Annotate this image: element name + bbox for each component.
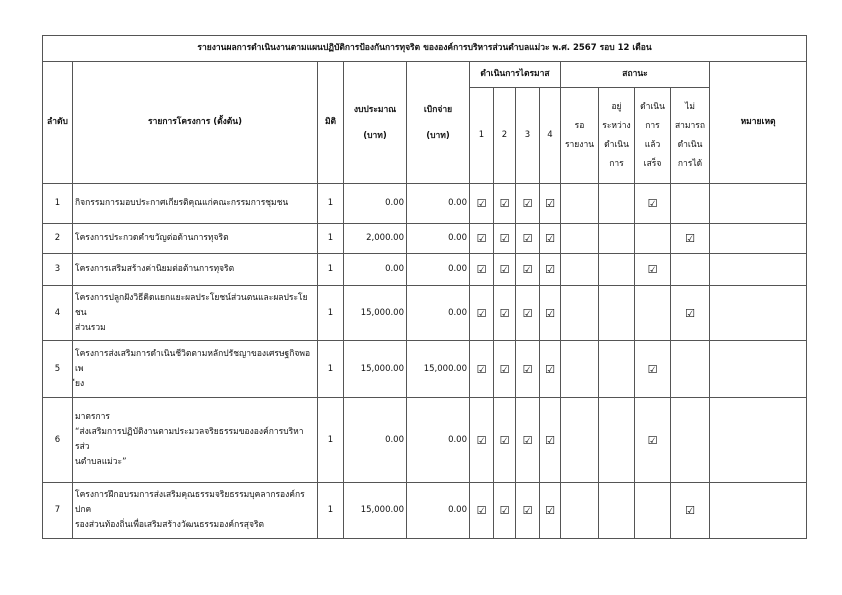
- table-row: [43, 341, 807, 398]
- status-in-progress-cell: [599, 398, 635, 483]
- status-in-progress-cell: [599, 483, 635, 539]
- header-status-in-progress: [599, 88, 635, 184]
- status-done-check-icon: ☑: [635, 341, 671, 398]
- status-unable-cell: [671, 341, 710, 398]
- dimension-cell: 1: [318, 224, 344, 254]
- header-status-unable: [671, 88, 710, 184]
- status-in-progress-line-2: ระหว่าง: [602, 120, 631, 131]
- status-unable-check-icon: ☑: [671, 286, 710, 341]
- quarter-4-check-icon: ☑: [540, 286, 561, 341]
- dimension-cell: 1: [318, 184, 344, 224]
- dimension-cell: 1: [318, 286, 344, 341]
- status-done-cell: [635, 286, 671, 341]
- project-name-line: โครงการฝึกอบรมการส่งเสริมคุณธรรมจริยธรรมบุคลากรองค์กรปกค: [75, 490, 305, 515]
- quarter-3-check-icon: ☑: [516, 398, 540, 483]
- remarks-cell: [710, 224, 807, 254]
- quarter-2-check-icon: ☑: [494, 341, 516, 398]
- row-number: 2: [43, 224, 73, 254]
- header-order: ลำดับ: [43, 62, 73, 184]
- quarter-3-check-icon: ☑: [516, 286, 540, 341]
- status-unable-line-4: การได้: [677, 158, 703, 169]
- header-dimension: มิติ: [318, 62, 344, 184]
- remarks-cell: [710, 254, 807, 286]
- status-unable-cell: [671, 398, 710, 483]
- budget-cell: 15,000.00: [344, 483, 407, 539]
- status-unable-check-icon: ☑: [671, 224, 710, 254]
- disbursed-cell: 0.00: [407, 224, 470, 254]
- disbursed-cell: 0.00: [407, 286, 470, 341]
- project-name-line: โครงการประกวดคำขวัญต่อต้านการทุจริต: [75, 233, 229, 243]
- status-done-line-3: แล้วเสร็จ: [643, 139, 662, 169]
- header-budget-line-1: งบประมาณ: [353, 104, 397, 115]
- header-disbursed: [407, 62, 470, 184]
- status-in-progress-cell: [599, 184, 635, 224]
- quarter-3-check-icon: ☑: [516, 224, 540, 254]
- project-name-line: โครงการปลูกฝังวิธีคิดแยกแยะผลประโยชน์ส่วนตนและผลประโยชน: [75, 292, 308, 318]
- project-name-line: โครงการส่งเสริมการดำเนินชีวิตตามหลักปรัชญาของเศรษฐกิจพอเพ: [75, 348, 311, 374]
- table-row: [43, 184, 807, 224]
- header-status-done: [635, 88, 671, 184]
- budget-cell: 2,000.00: [344, 224, 407, 254]
- row-number: 4: [43, 286, 73, 341]
- header-quarter-2: 2: [494, 88, 516, 184]
- quarter-1-check-icon: ☑: [470, 184, 494, 224]
- table-row: [43, 398, 807, 483]
- quarter-1-check-icon: ☑: [470, 483, 494, 539]
- row-number: 3: [43, 254, 73, 286]
- header-remarks: หมายเหตุ: [710, 62, 807, 184]
- table-row: [43, 254, 807, 286]
- budget-cell: 15,000.00: [344, 286, 407, 341]
- header-quarter-3: 3: [516, 88, 540, 184]
- quarter-4-check-icon: ☑: [540, 483, 561, 539]
- header-disbursed-line-1: เบิกจ่าย: [423, 104, 453, 115]
- quarter-2-check-icon: ☑: [494, 184, 516, 224]
- project-name: [73, 254, 318, 286]
- project-name-line: โครงการเสริมสร้างค่านิยมต่อต้านการทุจริต: [75, 264, 235, 274]
- dimension-cell: 1: [318, 254, 344, 286]
- status-in-progress-line-3: ดำเนิน: [604, 139, 629, 150]
- status-unable-line-1: ไม่: [685, 101, 695, 112]
- project-name-line: “ส่งเสริมการปฏิบัติงานตามประมวลจริยธรรมขององค์การบริหารส่ว: [75, 427, 304, 452]
- header-quarter-4: 4: [540, 88, 561, 184]
- status-unable-check-icon: ☑: [671, 483, 710, 539]
- quarter-2-check-icon: ☑: [494, 254, 516, 286]
- quarter-1-check-icon: ☑: [470, 398, 494, 483]
- project-name: [73, 398, 318, 483]
- disbursed-cell: 0.00: [407, 184, 470, 224]
- report-table: [42, 35, 807, 539]
- status-waiting-cell: [561, 254, 599, 286]
- status-waiting-line-1: รอ: [574, 120, 585, 131]
- disbursed-cell: 0.00: [407, 483, 470, 539]
- report-title: รายงานผลการดำเนินงานตามแผนปฏิบัติการป้องกันการทุจริต ขององค์การบริหารส่วนตำบลแม่วะ พ.ศ. 2567 รอบ 12 เดือน: [43, 36, 807, 62]
- disbursed-cell: 0.00: [407, 398, 470, 483]
- quarter-4-check-icon: ☑: [540, 254, 561, 286]
- quarter-3-check-icon: ☑: [516, 184, 540, 224]
- row-number: 7: [43, 483, 73, 539]
- header-disbursed-line-2: (บาท): [426, 130, 450, 141]
- header-quarter-1: 1: [470, 88, 494, 184]
- status-unable-line-3: ดำเนิน: [677, 139, 703, 150]
- status-in-progress-line-4: การ: [609, 158, 624, 169]
- status-in-progress-cell: [599, 286, 635, 341]
- header-budget-line-2: (บาท): [363, 130, 387, 141]
- remarks-cell: [710, 483, 807, 539]
- quarter-1-check-icon: ☑: [470, 341, 494, 398]
- status-in-progress-cell: [599, 341, 635, 398]
- header-status-group: สถานะ: [561, 62, 710, 88]
- quarter-3-check-icon: ☑: [516, 483, 540, 539]
- status-done-check-icon: ☑: [635, 398, 671, 483]
- project-name-line: ส่วนรวม: [75, 322, 106, 333]
- row-number: 6: [43, 398, 73, 483]
- status-in-progress-cell: [599, 224, 635, 254]
- status-waiting-cell: [561, 483, 599, 539]
- quarter-4-check-icon: ☑: [540, 184, 561, 224]
- quarter-1-check-icon: ☑: [470, 224, 494, 254]
- project-name-line: รองส่วนท้องถิ่นเพื่อเสริมสร้างวัฒนธรรมองค์กรสุจริต: [75, 520, 265, 530]
- remarks-cell: [710, 286, 807, 341]
- header-quarters-group: ดำเนินการไตรมาส: [470, 62, 561, 88]
- disbursed-cell: 0.00: [407, 254, 470, 286]
- project-name: [73, 184, 318, 224]
- project-name-line: นตำบลแม่วะ”: [75, 457, 127, 467]
- header-status-waiting: [561, 88, 599, 184]
- quarter-3-check-icon: ☑: [516, 254, 540, 286]
- quarter-3-check-icon: ☑: [516, 341, 540, 398]
- budget-cell: 0.00: [344, 398, 407, 483]
- remarks-cell: [710, 398, 807, 483]
- budget-cell: 15,000.00: [344, 341, 407, 398]
- header-budget: [344, 62, 407, 184]
- disbursed-cell: 15,000.00: [407, 341, 470, 398]
- table-row: [43, 483, 807, 539]
- row-number: 5: [43, 341, 73, 398]
- dimension-cell: 1: [318, 398, 344, 483]
- remarks-cell: [710, 184, 807, 224]
- dimension-cell: 1: [318, 483, 344, 539]
- table-row: [43, 286, 807, 341]
- budget-cell: 0.00: [344, 184, 407, 224]
- status-unable-cell: [671, 184, 710, 224]
- project-name-line: กิจกรรมการมอบประกาศเกียรติคุณแก่คณะกรรมการชุมชน: [75, 198, 289, 208]
- quarter-2-check-icon: ☑: [494, 286, 516, 341]
- status-unable-line-2: สามารถ: [674, 120, 706, 131]
- project-name: [73, 341, 318, 398]
- status-waiting-cell: [561, 286, 599, 341]
- status-waiting-cell: [561, 184, 599, 224]
- project-name-line: มาตรการ: [75, 412, 110, 422]
- status-in-progress-line-1: อยู่: [611, 101, 622, 112]
- dimension-cell: 1: [318, 341, 344, 398]
- quarter-2-check-icon: ☑: [494, 224, 516, 254]
- status-waiting-cell: [561, 341, 599, 398]
- quarter-4-check-icon: ☑: [540, 398, 561, 483]
- project-name-line: ียง: [75, 378, 85, 389]
- status-done-cell: [635, 224, 671, 254]
- remarks-cell: [710, 341, 807, 398]
- status-done-line-1: ดำเนิน: [640, 101, 665, 112]
- status-in-progress-cell: [599, 254, 635, 286]
- quarter-4-check-icon: ☑: [540, 341, 561, 398]
- table-row: [43, 224, 807, 254]
- status-waiting-cell: [561, 224, 599, 254]
- status-waiting-line-2: รายงาน: [564, 139, 595, 150]
- project-name: [73, 483, 318, 539]
- quarter-2-check-icon: ☑: [494, 483, 516, 539]
- quarter-1-check-icon: ☑: [470, 286, 494, 341]
- status-done-cell: [635, 483, 671, 539]
- quarter-1-check-icon: ☑: [470, 254, 494, 286]
- project-name: [73, 286, 318, 341]
- status-waiting-cell: [561, 398, 599, 483]
- report-body: [43, 184, 807, 539]
- status-done-check-icon: ☑: [635, 254, 671, 286]
- quarter-4-check-icon: ☑: [540, 224, 561, 254]
- status-unable-cell: [671, 254, 710, 286]
- row-number: 1: [43, 184, 73, 224]
- project-name: [73, 224, 318, 254]
- budget-cell: 0.00: [344, 254, 407, 286]
- quarter-2-check-icon: ☑: [494, 398, 516, 483]
- header-project: รายการโครงการ (ตั้งต้น): [73, 62, 318, 184]
- status-done-check-icon: ☑: [635, 184, 671, 224]
- status-done-line-2: การ: [645, 120, 660, 131]
